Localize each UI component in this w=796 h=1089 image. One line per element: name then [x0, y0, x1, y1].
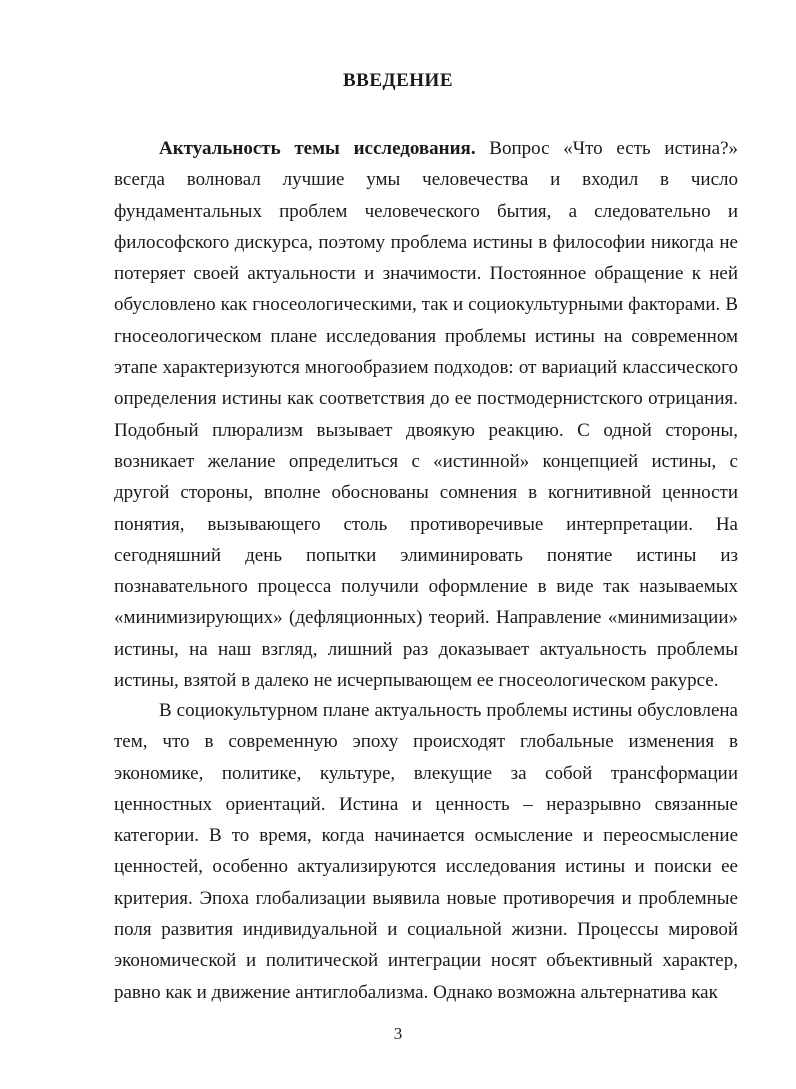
page-number: 3 — [393, 1024, 403, 1043]
paragraph-relevance — [114, 133, 738, 696]
page-title: ВВЕДЕНИЕ — [343, 70, 453, 91]
paragraph-sociocultural — [114, 695, 738, 1008]
paragraph-text: Вопрос «Что есть истина?» всегда волновал лучшие умы человечества и входил в число фундаментальных проблем человеческого бытия, а следовательно и философского дискурса, поэтому проблема истины в философии никогда не потеряет своей актуальности и значимости. Постоянное обращение к ней обусловлено как гносеологическими, так и социокультурными факторами. В гносеологическом плане исследования проблемы истины на современном этапе характеризуются многообразием подходов: от вариаций классического определения истины как соответствия до ее постмодернистского отрицания. Подобный плюрализм вызывает двоякую реакцию. С одной стороны, возникает желание определиться с «истинной» концепцией истины, с другой стороны, вполне обоснованы сомнения в когнитивной ценности понятия, вызывающего столь противоречивые интерпретации. На сегодняшний день попытки элиминировать понятие истины из познавательного процесса получили оформление в виде так называемых «минимизирующих» (дефляционных) теорий. Направление «минимизации» истины, на наш взгляд, лишний раз доказывает актуальность проблемы истины, взятой в далеко не исчерпывающем ее гносеологическом ракурсе. — [114, 138, 739, 692]
paragraph-text: В социокультурном плане актуальность проблемы истины обусловлена тем, что в современную эпоху происходят глобальные изменения в экономике, политике, культуре, влекущие за собой трансформации ценностных ориентаций. Истина и ценность – неразрывно связанные категории. В то время, когда начинается осмысление и переосмысление ценностей, особенно актуализируются исследования истины и поиски ее критерия. Эпоха глобализации выявила новые противоречия и проблемные поля развития индивидуальной и социальной жизни. Процессы мировой экономической и политической интеграции носят объективный характер, равно как и движение антиглобализма. Однако возможна альтернатива как — [114, 700, 738, 1003]
paragraph-lead: Актуальность темы исследования. — [159, 138, 476, 159]
